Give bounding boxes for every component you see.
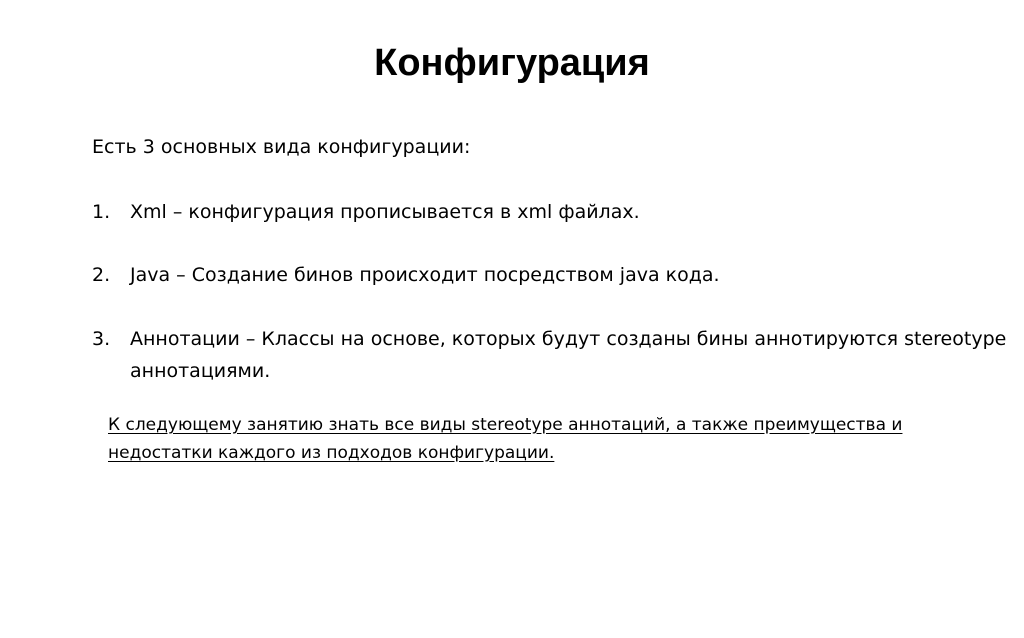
slide-title: Конфигурация bbox=[374, 42, 650, 84]
list-item-number: 3. bbox=[92, 328, 111, 350]
list-item bbox=[92, 323, 1012, 387]
list-item bbox=[92, 259, 1012, 291]
list-item-text: Xml – конфигурация прописывается в xml файлах. bbox=[130, 201, 640, 223]
homework-note: К следующему занятию знать все виды stereotype аннотаций, а также преимущества и недостатки каждого из подходов конфигурации. bbox=[108, 415, 903, 463]
list-item-text: Аннотации – Классы на основе, которых будут созданы бины аннотируются stereotype аннотациями. bbox=[130, 328, 1007, 382]
intro-text: Есть 3 основных вида конфигурации: bbox=[92, 136, 471, 158]
list-item-number: 2. bbox=[92, 264, 111, 286]
list-item bbox=[92, 196, 1012, 228]
list-item-number: 1. bbox=[92, 201, 111, 223]
list-item-text: Java – Создание бинов происходит посредством java кода. bbox=[130, 264, 720, 286]
